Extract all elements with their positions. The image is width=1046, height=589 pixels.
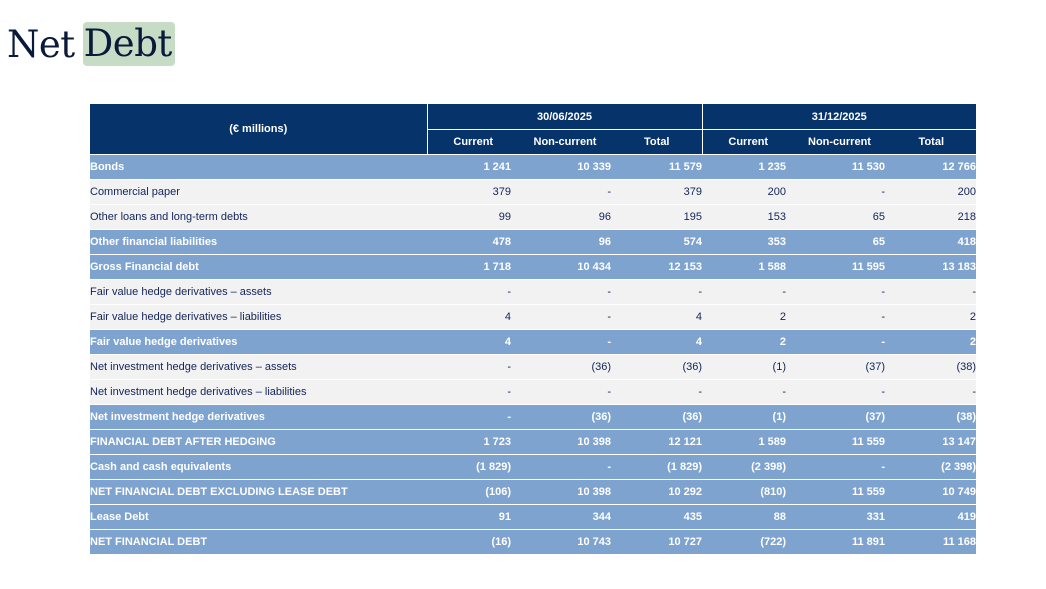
row-value: - — [519, 330, 611, 355]
table-row — [90, 380, 976, 405]
row-value: (2 398) — [885, 455, 976, 480]
row-value: (1 829) — [611, 455, 702, 480]
row-value: 11 595 — [794, 255, 885, 280]
row-value: 379 — [427, 180, 519, 205]
row-value: 96 — [519, 205, 611, 230]
row-value: 1 718 — [427, 255, 519, 280]
row-value: (106) — [427, 480, 519, 505]
row-value: - — [702, 380, 794, 405]
table-row — [90, 330, 976, 355]
row-label: Gross Financial debt — [90, 255, 427, 280]
row-value: 11 168 — [885, 530, 976, 555]
page-title-word-debt-highlighted: Debt — [83, 22, 175, 66]
row-label: FINANCIAL DEBT AFTER HEDGING — [90, 430, 427, 455]
page-title — [7, 22, 175, 66]
row-label: Commercial paper — [90, 180, 427, 205]
row-value: 218 — [885, 205, 976, 230]
row-value: 4 — [427, 330, 519, 355]
row-value: 10 398 — [519, 430, 611, 455]
page-title-word-net: Net — [7, 22, 75, 66]
row-value: - — [885, 380, 976, 405]
row-value: - — [794, 455, 885, 480]
row-value: 379 — [611, 180, 702, 205]
row-value: (38) — [885, 355, 976, 380]
row-value: (37) — [794, 355, 885, 380]
table-row — [90, 205, 976, 230]
row-value: 1 235 — [702, 155, 794, 180]
row-value: (1) — [702, 405, 794, 430]
row-value: 1 241 — [427, 155, 519, 180]
row-value: 418 — [885, 230, 976, 255]
row-label: Lease Debt — [90, 505, 427, 530]
row-value: - — [611, 380, 702, 405]
row-value: 2 — [885, 330, 976, 355]
row-value: 11 530 — [794, 155, 885, 180]
row-value: 91 — [427, 505, 519, 530]
row-value: 344 — [519, 505, 611, 530]
row-value: - — [427, 280, 519, 305]
table-header — [90, 104, 976, 155]
table-row — [90, 530, 976, 555]
row-value: 65 — [794, 205, 885, 230]
row-value: (36) — [611, 405, 702, 430]
row-value: 12 121 — [611, 430, 702, 455]
row-value: 99 — [427, 205, 519, 230]
row-label: NET FINANCIAL DEBT — [90, 530, 427, 555]
row-value: 200 — [885, 180, 976, 205]
row-value: 11 559 — [794, 480, 885, 505]
row-value: 10 743 — [519, 530, 611, 555]
row-value: (36) — [519, 405, 611, 430]
row-value: 12 766 — [885, 155, 976, 180]
net-debt-table — [90, 104, 976, 554]
table-row — [90, 480, 976, 505]
table-body — [90, 155, 976, 555]
row-label: Net investment hedge derivatives — [90, 405, 427, 430]
currency-unit-header: (€ millions) — [90, 104, 427, 155]
row-value: - — [794, 380, 885, 405]
row-value: 10 727 — [611, 530, 702, 555]
subheader-current: Current — [427, 130, 519, 155]
row-value: (16) — [427, 530, 519, 555]
subheader-total: Total — [611, 130, 702, 155]
row-value: 1 588 — [702, 255, 794, 280]
row-label: Other loans and long-term debts — [90, 205, 427, 230]
row-value: 2 — [885, 305, 976, 330]
row-label: Net investment hedge derivatives – liabilities — [90, 380, 427, 405]
subheader-current: Current — [702, 130, 794, 155]
row-value: - — [702, 280, 794, 305]
row-value: 4 — [427, 305, 519, 330]
row-value: (1 829) — [427, 455, 519, 480]
period-header-jun-2025: 30/06/2025 — [427, 104, 702, 130]
subheader-non-current: Non-current — [519, 130, 611, 155]
table-row — [90, 305, 976, 330]
row-value: - — [519, 380, 611, 405]
row-value: (2 398) — [702, 455, 794, 480]
row-value: - — [885, 280, 976, 305]
row-value: 10 434 — [519, 255, 611, 280]
table-row — [90, 155, 976, 180]
row-value: 1 589 — [702, 430, 794, 455]
row-value: 353 — [702, 230, 794, 255]
row-value: 435 — [611, 505, 702, 530]
row-value: - — [794, 330, 885, 355]
period-header-dec-2025: 31/12/2025 — [702, 104, 976, 130]
row-value: - — [794, 180, 885, 205]
table-row — [90, 230, 976, 255]
table-row — [90, 505, 976, 530]
row-value: 10 398 — [519, 480, 611, 505]
row-value: 419 — [885, 505, 976, 530]
row-value: 2 — [702, 330, 794, 355]
row-value: 11 559 — [794, 430, 885, 455]
row-value: 65 — [794, 230, 885, 255]
row-value: 13 183 — [885, 255, 976, 280]
row-value: 1 723 — [427, 430, 519, 455]
row-value: (37) — [794, 405, 885, 430]
row-label: Cash and cash equivalents — [90, 455, 427, 480]
row-value: (722) — [702, 530, 794, 555]
row-value: 96 — [519, 230, 611, 255]
row-value: 88 — [702, 505, 794, 530]
row-label: Bonds — [90, 155, 427, 180]
row-value: - — [611, 280, 702, 305]
row-value: 10 292 — [611, 480, 702, 505]
row-value: 4 — [611, 305, 702, 330]
row-value: 331 — [794, 505, 885, 530]
row-value: (1) — [702, 355, 794, 380]
row-value: 10 749 — [885, 480, 976, 505]
row-value: 11 891 — [794, 530, 885, 555]
table-row — [90, 280, 976, 305]
table-row — [90, 455, 976, 480]
row-value: 2 — [702, 305, 794, 330]
table-row — [90, 355, 976, 380]
row-value: - — [427, 405, 519, 430]
row-value: - — [794, 280, 885, 305]
row-value: - — [794, 305, 885, 330]
row-value: 153 — [702, 205, 794, 230]
row-value: 478 — [427, 230, 519, 255]
row-value: (810) — [702, 480, 794, 505]
row-value: (38) — [885, 405, 976, 430]
row-label: Other financial liabilities — [90, 230, 427, 255]
row-value: 195 — [611, 205, 702, 230]
row-label: Fair value hedge derivatives – assets — [90, 280, 427, 305]
row-value: 13 147 — [885, 430, 976, 455]
row-value: 11 579 — [611, 155, 702, 180]
row-label: Fair value hedge derivatives — [90, 330, 427, 355]
row-value: (36) — [519, 355, 611, 380]
row-value: - — [427, 380, 519, 405]
row-value: - — [427, 355, 519, 380]
row-value: 10 339 — [519, 155, 611, 180]
row-value: - — [519, 180, 611, 205]
subheader-non-current: Non-current — [794, 130, 885, 155]
row-value: (36) — [611, 355, 702, 380]
table-row — [90, 405, 976, 430]
row-value: - — [519, 455, 611, 480]
row-value: - — [519, 305, 611, 330]
table-row — [90, 180, 976, 205]
subheader-total: Total — [885, 130, 976, 155]
row-label: Fair value hedge derivatives – liabilities — [90, 305, 427, 330]
table-row — [90, 430, 976, 455]
row-value: - — [519, 280, 611, 305]
row-label: NET FINANCIAL DEBT EXCLUDING LEASE DEBT — [90, 480, 427, 505]
row-value: 574 — [611, 230, 702, 255]
row-label: Net investment hedge derivatives – assets — [90, 355, 427, 380]
row-value: 12 153 — [611, 255, 702, 280]
row-value: 200 — [702, 180, 794, 205]
table-row — [90, 255, 976, 280]
row-value: 4 — [611, 330, 702, 355]
